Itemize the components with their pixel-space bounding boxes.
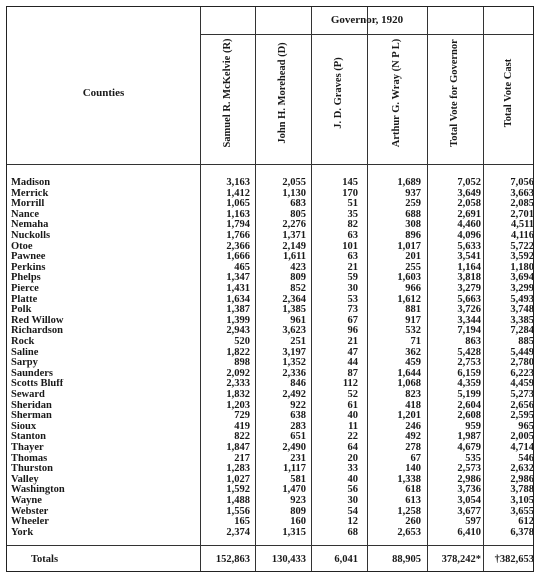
county-name: Webster	[11, 506, 49, 517]
table-row	[7, 273, 533, 284]
vote-cell: 2,055	[282, 177, 306, 188]
vote-cell: 1,163	[226, 208, 250, 220]
vote-cell: 3,541	[457, 251, 481, 263]
vote-cell: 3,385	[510, 314, 534, 326]
vote-cell: 4,679	[457, 442, 481, 453]
vote-cell: 73	[347, 304, 358, 316]
table-row	[7, 422, 533, 433]
vote-cell: 1,338	[397, 473, 421, 485]
vote-cell: 965	[518, 420, 534, 432]
vote-cell: 44	[347, 357, 358, 369]
vote-cell: 2,780	[510, 357, 534, 369]
vote-cell: 82	[347, 219, 358, 231]
vote-cell: 255	[405, 261, 421, 273]
county-name: Phelps	[11, 273, 41, 284]
vote-cell: 20	[347, 452, 358, 464]
table-row	[7, 358, 533, 369]
vote-cell: 35	[347, 208, 358, 220]
vote-cell: 7,284	[510, 325, 534, 337]
table-row	[7, 496, 533, 507]
column-header-graves: J. D. Graves (P)	[333, 57, 344, 129]
vote-cell: 419	[234, 420, 250, 432]
vote-cell: 6,159	[457, 367, 481, 379]
vote-cell: 961	[290, 314, 306, 326]
vote-cell: 5,428	[457, 346, 481, 358]
vote-cell: 2,595	[510, 410, 534, 422]
vote-cell: 1,832	[226, 389, 250, 400]
vote-cell: 1,017	[397, 240, 421, 252]
table-row	[7, 295, 533, 306]
vote-cell: 1,634	[226, 293, 250, 305]
column-header-morehead: John H. Morehead (D)	[277, 42, 288, 144]
vote-cell: 1,666	[226, 251, 250, 263]
vote-cell: 87	[347, 367, 358, 379]
vote-cell: 6,378	[510, 526, 534, 538]
vote-cell: 1,117	[282, 463, 306, 475]
vote-cell: 1,612	[397, 293, 421, 305]
table-row	[7, 411, 533, 422]
vote-cell: 362	[405, 346, 421, 358]
total-cell: †382,653	[494, 554, 534, 565]
table-row	[7, 231, 533, 242]
vote-cell: 3,163	[226, 177, 250, 188]
vote-cell: 618	[405, 484, 421, 496]
counties-header: Counties	[82, 87, 125, 99]
vote-cell: 11	[348, 420, 358, 432]
vote-cell: 3,726	[457, 304, 481, 316]
vote-cell: 863	[465, 336, 481, 347]
vote-cell: 7,056	[510, 177, 534, 188]
county-name: Valley	[11, 474, 39, 485]
county-name: Nemaha	[11, 220, 49, 231]
vote-cell: 546	[518, 452, 534, 464]
vote-cell: 3,592	[510, 251, 534, 263]
county-name: Platte	[11, 294, 38, 305]
vote-cell: 418	[405, 399, 421, 411]
vote-cell: 1,352	[282, 357, 306, 369]
total-cell: 130,433	[271, 554, 306, 565]
vote-cell: 959	[465, 420, 481, 432]
column-header-mckelvie: Samuel R. McKelvie (R)	[221, 38, 233, 148]
vote-cell: 465	[234, 261, 250, 273]
table-row	[7, 369, 533, 380]
vote-cell: 823	[405, 389, 421, 400]
vote-cell: 68	[347, 526, 358, 538]
vote-cell: 259	[405, 198, 421, 210]
county-name: Washington	[11, 485, 65, 496]
vote-cell: 67	[410, 452, 421, 464]
vote-cell: 937	[405, 187, 421, 199]
vote-cell: 4,359	[457, 378, 481, 390]
table-row	[7, 454, 533, 465]
county-name: Wayne	[11, 496, 42, 506]
table-row	[7, 379, 533, 390]
vote-cell: 3,344	[457, 314, 481, 326]
vote-cell: 1,065	[226, 198, 250, 210]
table-row	[7, 252, 533, 263]
vote-cell: 2,366	[226, 240, 250, 252]
county-name: Richardson	[11, 326, 63, 337]
vote-cell: 581	[290, 473, 306, 485]
vote-cell: 846	[290, 378, 306, 390]
vote-cell: 112	[342, 378, 358, 390]
vote-cell: 101	[342, 240, 358, 252]
total-cell: 152,863	[215, 554, 250, 565]
vote-cell: 1,201	[397, 410, 421, 422]
county-name: Morrill	[11, 199, 45, 210]
vote-cell: 1,794	[226, 219, 250, 231]
vote-cell: 4,511	[510, 219, 534, 231]
vote-cell: 3,677	[457, 505, 481, 517]
vote-cell: 3,279	[457, 283, 481, 294]
vote-cell: 3,663	[510, 187, 534, 199]
table-row	[7, 464, 533, 475]
vote-cell: 1,068	[397, 378, 421, 390]
vote-cell: 40	[347, 410, 358, 422]
vote-cell: 1,130	[282, 187, 306, 199]
vote-cell: 5,493	[510, 293, 534, 305]
county-name: Polk	[11, 305, 32, 316]
vote-cell: 21	[347, 336, 358, 347]
county-name: Sarpy	[11, 358, 38, 369]
county-name: Stanton	[11, 432, 47, 443]
table-row	[7, 326, 533, 337]
county-name: Merrick	[11, 188, 49, 199]
county-name: Thayer	[11, 443, 44, 453]
vote-cell: 535	[465, 452, 481, 464]
vote-cell: 683	[290, 198, 306, 210]
vote-cell: 638	[290, 410, 306, 422]
vote-cell: 5,633	[457, 240, 481, 252]
vote-cell: 2,333	[226, 378, 250, 390]
vote-cell: 2,632	[510, 463, 534, 475]
vote-cell: 160	[290, 516, 306, 528]
vote-cell: 2,058	[457, 198, 481, 210]
vote-cell: 3,818	[457, 272, 481, 284]
vote-cell: 96	[347, 325, 358, 337]
county-name: Rock	[11, 337, 35, 347]
totals-label: Totals	[31, 554, 59, 565]
table-row	[7, 475, 533, 486]
vote-cell: 459	[405, 357, 421, 369]
vote-cell: 6,223	[510, 367, 534, 379]
vote-cell: 30	[347, 283, 358, 294]
vote-cell: 4,460	[457, 219, 481, 231]
vote-cell: 3,623	[282, 325, 306, 337]
vote-cell: 1,689	[397, 177, 421, 188]
vote-cell: 3,736	[457, 484, 481, 496]
vote-cell: 809	[290, 505, 306, 517]
vote-cell: 59	[347, 272, 358, 284]
vote-cell: 3,748	[510, 304, 534, 316]
vote-cell: 2,364	[282, 293, 306, 305]
vote-cell: 1,164	[457, 261, 481, 273]
group-title: Governor, 1920	[330, 14, 404, 26]
vote-cell: 3,655	[510, 505, 534, 517]
vote-cell: 2,986	[457, 473, 481, 485]
vote-cell: 2,276	[282, 219, 306, 231]
vote-cell: 1,603	[397, 272, 421, 284]
vote-cell: 5,663	[457, 293, 481, 305]
vote-cell: 917	[405, 314, 421, 326]
vote-cell: 809	[290, 272, 306, 284]
table-row	[7, 337, 533, 348]
county-name: Nuckolls	[11, 231, 51, 241]
vote-cell: 1,387	[226, 304, 250, 316]
vote-cell: 2,653	[397, 526, 421, 538]
vote-cell: 67	[347, 314, 358, 326]
vote-cell: 1,822	[226, 346, 250, 358]
vote-cell: 922	[290, 399, 306, 411]
vote-cell: 4,714	[510, 442, 534, 453]
vote-cell: 805	[290, 208, 306, 220]
vote-cell: 47	[347, 346, 358, 358]
vote-cell: 54	[347, 505, 358, 517]
vote-cell: 201	[405, 251, 421, 263]
table-row	[7, 178, 533, 189]
county-name: York	[11, 527, 34, 538]
vote-cell: 423	[290, 261, 306, 273]
vote-cell: 2,149	[282, 240, 306, 252]
table-row	[7, 485, 533, 496]
vote-cell: 3,197	[282, 346, 306, 358]
vote-cell: 4,116	[510, 230, 534, 241]
vote-cell: 2,608	[457, 410, 481, 422]
vote-cell: 2,490	[282, 442, 306, 453]
vote-cell: 260	[405, 516, 421, 528]
column-header-total-cast: Total Vote Cast	[502, 58, 514, 128]
vote-cell: 3,788	[510, 484, 534, 496]
vote-cell: 251	[290, 336, 306, 347]
table-row	[7, 316, 533, 327]
vote-cell: 2,573	[457, 463, 481, 475]
vote-cell: 61	[347, 399, 358, 411]
vote-cell: 170	[342, 187, 358, 199]
vote-cell: 1,347	[226, 272, 250, 284]
vote-cell: 3,649	[457, 187, 481, 199]
vote-cell: 145	[342, 177, 358, 188]
vote-cell: 613	[405, 495, 421, 506]
vote-cell: 140	[405, 463, 421, 475]
table-row	[7, 401, 533, 412]
vote-cell: 898	[234, 357, 250, 369]
vote-cell: 2,492	[282, 389, 306, 400]
vote-cell: 1,592	[226, 484, 250, 496]
column-header-wray: Arthur G. Wray (N P L)	[391, 38, 402, 148]
county-name: Saunders	[11, 368, 54, 379]
county-name: Otoe	[11, 241, 33, 252]
vote-cell: 885	[518, 336, 534, 347]
vote-cell: 1,556	[226, 505, 250, 517]
vote-cell: 688	[405, 208, 421, 220]
vote-cell: 1,611	[282, 251, 306, 263]
vote-cell: 308	[405, 219, 421, 231]
table-row	[7, 284, 533, 295]
vote-cell: 5,199	[457, 389, 481, 400]
vote-cell: 966	[405, 283, 421, 294]
vote-cell: 3,299	[510, 283, 534, 294]
vote-cell: 33	[347, 463, 358, 475]
vote-cell: 3,054	[457, 495, 481, 506]
table-row	[7, 305, 533, 316]
vote-cell: 520	[234, 336, 250, 347]
vote-cell: 2,691	[457, 208, 481, 220]
table-row	[7, 443, 533, 454]
table-row	[7, 199, 533, 210]
county-name: Seward	[11, 390, 45, 400]
vote-cell: 5,722	[510, 240, 534, 252]
vote-cell: 12	[347, 516, 358, 528]
vote-cell: 2,604	[457, 399, 481, 411]
vote-table	[6, 6, 534, 572]
vote-cell: 1,847	[226, 442, 250, 453]
vote-cell: 852	[290, 283, 306, 294]
table-row	[7, 348, 533, 359]
table-row	[7, 390, 533, 401]
total-cell: 88,905	[392, 554, 421, 565]
vote-cell: 4,459	[510, 378, 534, 390]
vote-cell: 30	[347, 495, 358, 506]
vote-cell: 5,449	[510, 346, 534, 358]
vote-cell: 3,694	[510, 272, 534, 284]
vote-cell: 2,085	[510, 198, 534, 210]
vote-cell: 896	[405, 230, 421, 241]
vote-cell: 612	[518, 516, 534, 528]
table-row	[7, 263, 533, 274]
vote-cell: 2,005	[510, 431, 534, 443]
vote-cell: 1,371	[282, 230, 306, 241]
vote-cell: 1,283	[226, 463, 250, 475]
vote-cell: 63	[347, 251, 358, 263]
county-name: Thurston	[11, 464, 54, 475]
table-row	[7, 210, 533, 221]
vote-cell: 278	[405, 442, 421, 453]
vote-cell: 1,258	[397, 505, 421, 517]
vote-cell: 1,399	[226, 314, 250, 326]
vote-cell: 3,105	[510, 495, 534, 506]
vote-cell: 56	[347, 484, 358, 496]
vote-cell: 1,987	[457, 431, 481, 443]
vote-cell: 21	[347, 261, 358, 273]
vote-cell: 2,753	[457, 357, 481, 369]
county-name: Perkins	[11, 262, 46, 273]
vote-cell: 1,315	[282, 526, 306, 538]
vote-cell: 532	[405, 325, 421, 337]
vote-cell: 1,431	[226, 283, 250, 294]
vote-cell: 7,052	[457, 177, 481, 188]
vote-cell: 1,180	[510, 261, 534, 273]
vote-cell: 2,092	[226, 367, 250, 379]
vote-cell: 64	[347, 442, 358, 453]
county-name: Madison	[11, 178, 51, 188]
vote-cell: 4,096	[457, 230, 481, 241]
vote-cell: 1,027	[226, 473, 250, 485]
county-name: Sheridan	[11, 400, 52, 411]
vote-cell: 2,374	[226, 526, 250, 538]
table-row	[7, 242, 533, 253]
vote-cell: 246	[405, 420, 421, 432]
table-row	[7, 507, 533, 518]
county-name: Thomas	[11, 453, 48, 464]
vote-cell: 71	[410, 336, 421, 347]
county-name: Saline	[11, 347, 39, 358]
vote-cell: 1,385	[282, 304, 306, 316]
vote-cell: 923	[290, 495, 306, 506]
county-name: Scotts Bluff	[11, 379, 64, 390]
vote-cell: 53	[347, 293, 358, 305]
total-cell: 6,041	[334, 554, 358, 565]
totals-row	[7, 546, 533, 573]
vote-cell: 2,943	[226, 325, 250, 337]
county-name: Nance	[11, 209, 39, 220]
vote-cell: 2,701	[510, 208, 534, 220]
total-cell: 378,242*	[441, 554, 481, 565]
vote-cell: 1,766	[226, 230, 250, 241]
vote-cell: 492	[405, 431, 421, 443]
vote-cell: 2,656	[510, 399, 534, 411]
vote-cell: 217	[234, 452, 250, 464]
header-rule	[7, 164, 533, 165]
vote-cell: 5,273	[510, 389, 534, 400]
vote-cell: 165	[234, 516, 250, 528]
vote-cell: 40	[347, 473, 358, 485]
county-name: Sioux	[11, 421, 37, 432]
vote-cell: 22	[347, 431, 358, 443]
vote-cell: 231	[290, 452, 306, 464]
vote-cell: 7,194	[457, 325, 481, 337]
vote-cell: 729	[234, 410, 250, 422]
county-name: Wheeler	[11, 517, 49, 528]
table-row	[7, 432, 533, 443]
table-row	[7, 528, 533, 539]
vote-cell: 822	[234, 431, 250, 443]
vote-cell: 1,644	[397, 367, 421, 379]
county-name: Sherman	[11, 411, 52, 422]
vote-cell: 51	[347, 198, 358, 210]
vote-cell: 2,336	[282, 367, 306, 379]
vote-cell: 651	[290, 431, 306, 443]
column-header-total-governor: Total Vote for Governor	[449, 39, 460, 147]
table-row	[7, 189, 533, 200]
vote-cell: 63	[347, 230, 358, 241]
vote-cell: 1,412	[226, 187, 250, 199]
table-row	[7, 220, 533, 231]
vote-cell: 283	[290, 420, 306, 432]
vote-cell: 2,986	[510, 473, 534, 485]
vote-cell: 1,488	[226, 495, 250, 506]
vote-cell: 881	[405, 304, 421, 316]
vote-cell: 1,203	[226, 399, 250, 411]
county-name: Pierce	[11, 284, 39, 294]
county-name: Pawnee	[11, 252, 46, 263]
vote-cell: 1,470	[282, 484, 306, 496]
table-row	[7, 517, 533, 528]
vote-cell: 52	[347, 389, 358, 400]
county-name: Red Willow	[11, 315, 64, 326]
vote-cell: 597	[465, 516, 481, 528]
vote-cell: 6,410	[457, 526, 481, 538]
